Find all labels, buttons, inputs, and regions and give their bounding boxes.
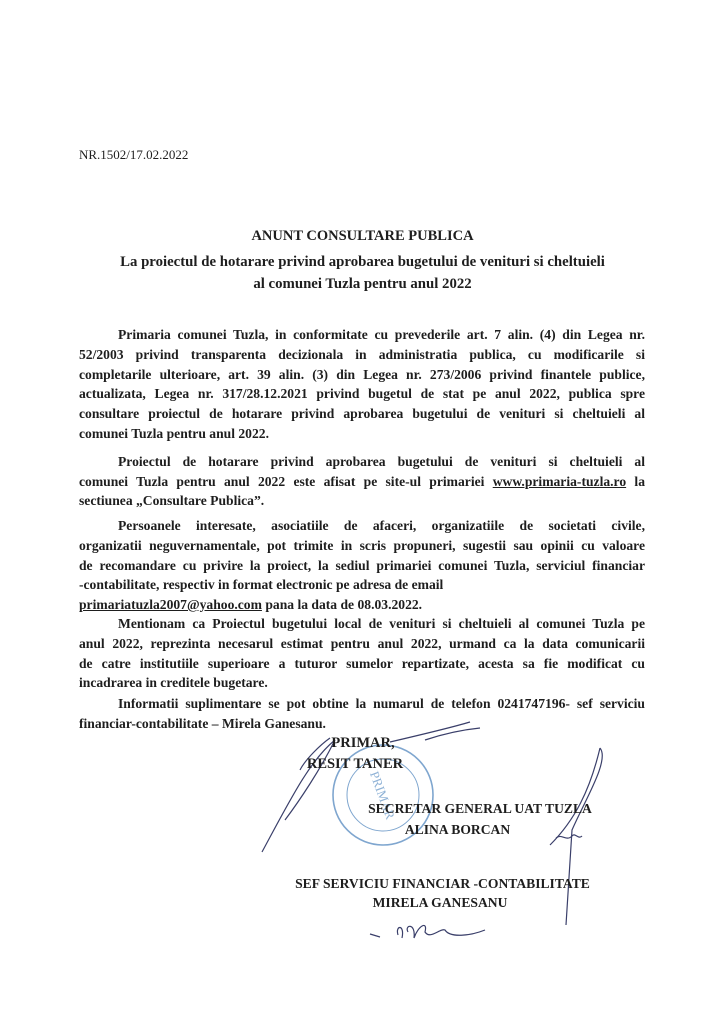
paragraph-line: comunei Tuzla pentru anul 2022. <box>79 426 269 441</box>
paragraph-line: Proiectul de hotarare privind aprobarea bugetului de venituri si cheltuieli al <box>118 454 645 469</box>
email-link[interactable]: primariatuzla2007@yahoo.com <box>79 597 262 612</box>
paragraph-line: -contabilitate, respectiv in format electronic pe adresa de email <box>79 577 444 592</box>
text: la <box>626 474 645 489</box>
mayor-title: PRIMAR, <box>331 735 395 751</box>
paragraph-line: 52/2003 privind transparenta decizionala in administratia publica, cu modificarile si <box>79 347 645 362</box>
paragraph-line: consultare proiectul de hotarare privind aprobarea bugetului de venituri si cheltuieli al <box>79 406 645 421</box>
text: comunei Tuzla pentru anul 2022 este afisat pe site-ul primariei <box>79 474 493 489</box>
paragraph-line: organizatii neguvernamentale, pot trimite in scris propuneri, sugestii sau opinii cu valoare <box>79 538 645 553</box>
document-subtitle-line: al comunei Tuzla pentru anul 2022 <box>253 276 472 292</box>
paragraph-line: de recomandare cu privire la proiect, la sediul primariei comunei Tuzla, serviciul financiar <box>79 558 645 573</box>
secretary-name: ALINA BORCAN <box>404 822 511 837</box>
text: pana la data de 08.03.2022. <box>261 597 423 612</box>
paragraph-line: actualizata, Legea nr. 317/28.12.2021 privind bugetul de stat pe anul 2022, publica spre <box>79 386 645 401</box>
paragraph-line: Primaria comunei Tuzla, in conformitate cu prevederile art. 7 alin. (4) din Legea nr. <box>118 327 645 342</box>
paragraph-line: sectiunea „Consultare Publica”. <box>79 493 265 508</box>
paragraph-line: de catre institutiile superioare a tuturor sumelor repartizate, acesta sa fie modificat cu <box>79 656 645 671</box>
document-number: NR.1502/17.02.2022 <box>79 147 189 162</box>
finance-signature <box>370 925 485 938</box>
document-subtitle-line: La proiectul de hotarare privind aprobarea bugetului de venituri si cheltuieli <box>120 254 605 270</box>
paragraph-line: completarile ulterioare, art. 39 alin. (3) din Legea nr. 273/2006 privind finantele publice, <box>79 367 645 382</box>
website-link[interactable]: www.primaria-tuzla.ro <box>492 474 627 489</box>
document-title: ANUNT CONSULTARE PUBLICA <box>251 228 474 244</box>
svg-text:PRIMAR: PRIMAR <box>366 769 399 822</box>
finance-name: MIRELA GANESANU <box>372 895 508 910</box>
paragraph-line: financiar-contabilitate – Mirela Ganesanu. <box>79 716 326 731</box>
paragraph-line: incadrarea in creditele bugetare. <box>79 675 268 690</box>
finance-title: SEF SERVICIU FINANCIAR -CONTABILITATE <box>295 876 590 891</box>
mayor-name: RESIT TANER <box>306 756 404 772</box>
paragraph-line: Informatii suplimentare se pot obtine la numarul de telefon 0241747196- sef serviciu <box>118 696 645 711</box>
paragraph-line: Persoanele interesate, asociatiile de afaceri, organizatiile de societati civile, <box>118 518 645 533</box>
secretary-signature <box>550 748 602 925</box>
paragraph-line: anul 2022, reprezinta necesarul estimat pentru anul 2022, urmand ca la data comunicarii <box>79 636 645 651</box>
secretary-title: SECRETAR GENERAL UAT TUZLA <box>368 801 592 816</box>
paragraph-line: Mentionam ca Proiectul bugetului local de venituri si cheltuieli al comunei Tuzla pe <box>118 616 645 631</box>
